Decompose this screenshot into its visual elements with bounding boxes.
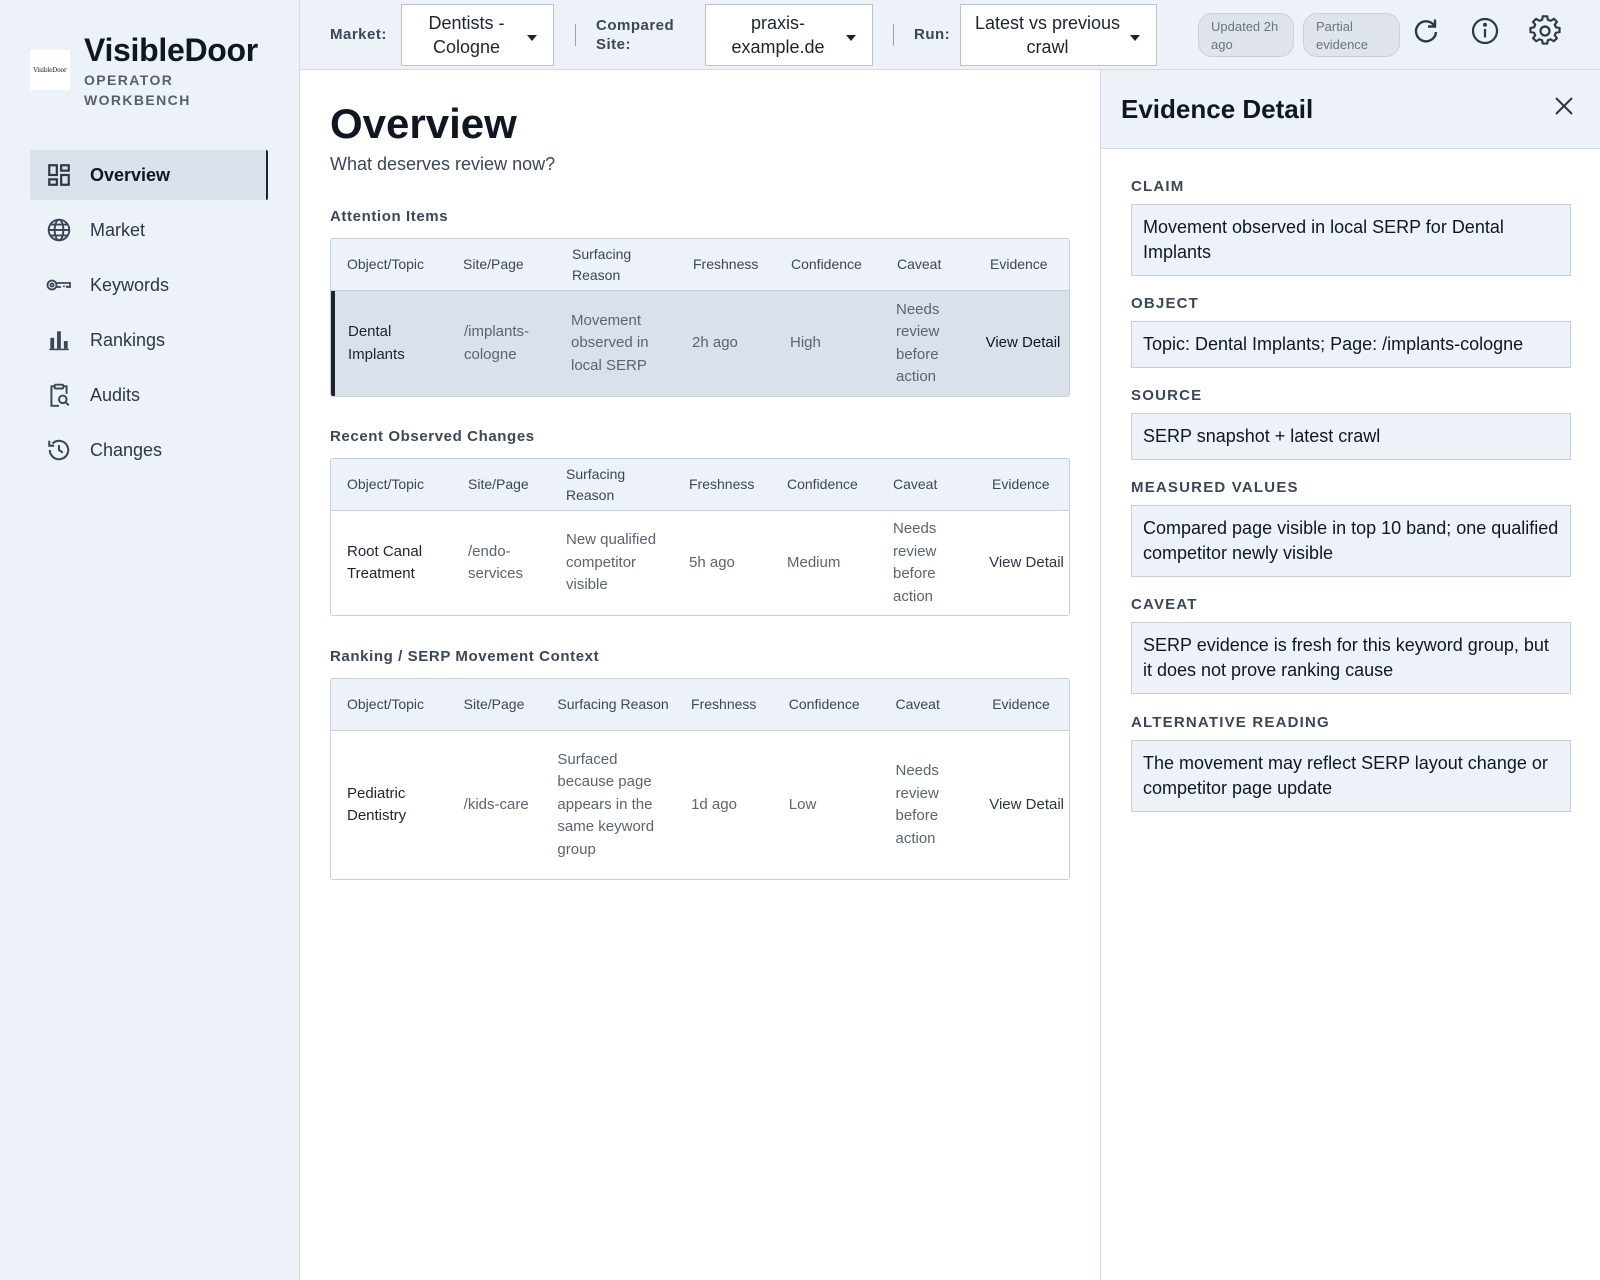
run-select-value: Latest vs previous crawl (974, 13, 1121, 57)
chevron-down-icon (1130, 35, 1140, 41)
sidebar-item-label: Rankings (90, 329, 166, 350)
sidebar-item-label: Changes (90, 439, 163, 460)
column-header: Site/Page (463, 256, 524, 272)
cell-object: Dental Implants (348, 323, 405, 363)
column-header: Freshness (689, 476, 755, 492)
compared-site-label: Compared Site: (596, 17, 675, 53)
table-header (331, 239, 1069, 291)
caveat-field: SERP evidence is fresh for this keyword group, but it does not prove ranking cause (1131, 622, 1571, 694)
sidebar-item-label: Audits (90, 384, 141, 405)
column-header: Surfacing Reason (566, 465, 626, 503)
column-header: Surfacing Reason (557, 696, 669, 712)
cell-caveat: Needs review before action (895, 762, 939, 847)
history-icon (46, 437, 72, 463)
run-select[interactable] (960, 4, 1157, 66)
source-label: SOURCE (1131, 387, 1203, 404)
measured-values-label: MEASURED VALUES (1131, 479, 1299, 496)
claim-field: Movement observed in local SERP for Dental Implants (1131, 204, 1571, 276)
table-row[interactable] (331, 291, 1069, 396)
market-label: Market: (330, 26, 387, 43)
sidebar-item-label: Keywords (90, 274, 170, 295)
recent-changes-table (330, 458, 1070, 616)
column-header: Site/Page (463, 696, 525, 712)
cell-freshness: 5h ago (689, 553, 735, 571)
view-detail-link[interactable]: View Detail (985, 334, 1061, 352)
key-icon (46, 272, 72, 298)
cell-page: /endo-services (468, 542, 524, 582)
sidebar-item-rankings[interactable] (30, 315, 268, 365)
table-row[interactable] (331, 731, 1069, 879)
attention-items-table (330, 238, 1070, 397)
gear-icon[interactable] (1529, 15, 1561, 47)
column-header: Evidence (992, 696, 1050, 712)
app-name: VisibleDoor (84, 32, 258, 68)
section-title: Attention Items (330, 208, 449, 225)
table-header (331, 459, 1069, 511)
section-title: Recent Observed Changes (330, 428, 535, 445)
section-title: Ranking / SERP Movement Context (330, 648, 600, 665)
clipboard-search-icon (46, 382, 72, 408)
cell-page: /implants-cologne (464, 323, 530, 363)
panel-title: Evidence Detail (1121, 94, 1314, 124)
object-field: Topic: Dental Implants; Page: /implants-cologne (1131, 321, 1571, 368)
evidence-detail-panel (1100, 70, 1600, 1280)
cell-reason: Surfaced because page appears in the same keyword group (557, 750, 655, 858)
sidebar-item-label: Overview (90, 164, 171, 185)
sidebar-item-label: Market (90, 219, 146, 240)
partial-evidence-badge: Partial evidence (1303, 13, 1400, 57)
run-label: Run: (914, 26, 951, 43)
table-header (331, 679, 1069, 731)
refresh-icon[interactable] (1410, 15, 1442, 47)
alternative-reading-field: The movement may reflect SERP layout change or competitor page update (1131, 740, 1571, 812)
column-header: Site/Page (468, 476, 529, 492)
view-detail-link[interactable]: View Detail (989, 553, 1064, 571)
globe-icon (46, 217, 72, 243)
column-header: Surfacing Reason (572, 245, 632, 283)
page-title: Overview (330, 100, 517, 147)
alternative-reading-label: ALTERNATIVE READING (1131, 714, 1330, 731)
divider (575, 24, 576, 46)
source-field: SERP snapshot + latest crawl (1131, 413, 1571, 460)
column-header: Freshness (691, 696, 757, 712)
logo-text: VisibleDoor (33, 66, 67, 74)
cell-confidence: Low (788, 795, 817, 813)
sidebar-item-audits[interactable] (30, 370, 268, 420)
app-subtitle: OPERATOR WORKBENCH (84, 72, 191, 108)
column-header: Caveat (895, 696, 940, 712)
claim-label: CLAIM (1131, 178, 1185, 195)
table-row[interactable] (331, 511, 1069, 615)
sidebar (0, 0, 300, 1280)
column-header: Caveat (893, 476, 938, 492)
updated-badge: Updated 2h ago (1198, 13, 1294, 57)
column-header: Confidence (791, 256, 862, 272)
main-content (300, 70, 1100, 1280)
cell-caveat: Needs review before action (896, 300, 940, 385)
column-header: Evidence (990, 256, 1048, 272)
cell-freshness: 2h ago (692, 334, 738, 352)
sidebar-item-market[interactable] (30, 205, 268, 255)
chevron-down-icon (527, 35, 537, 41)
column-header: Confidence (787, 476, 858, 492)
column-header: Object/Topic (347, 256, 425, 272)
cell-confidence: Medium (787, 553, 841, 571)
cell-page: /kids-care (463, 795, 529, 813)
cell-freshness: 1d ago (691, 795, 737, 813)
info-icon[interactable] (1469, 15, 1501, 47)
sidebar-nav (30, 150, 268, 480)
measured-values-field: Compared page visible in top 10 band; one qualified competitor newly visible (1131, 505, 1571, 577)
market-select-value: Dentists - Cologne (428, 13, 505, 57)
logo (30, 50, 70, 90)
cell-reason: Movement observed in local SERP (571, 311, 649, 374)
column-header: Object/Topic (347, 696, 425, 712)
serp-context-table (330, 678, 1070, 880)
cell-caveat: Needs review before action (893, 520, 937, 605)
close-icon[interactable] (1552, 94, 1576, 118)
sidebar-item-overview[interactable] (30, 150, 268, 200)
compared-site-value: praxis-example.de (731, 13, 825, 57)
divider (893, 24, 894, 46)
panel-header (1101, 70, 1600, 149)
market-select[interactable] (401, 4, 554, 66)
dashboard-icon (46, 162, 72, 188)
brand (30, 32, 258, 110)
column-header: Caveat (897, 256, 942, 272)
chevron-down-icon (846, 35, 856, 41)
compared-site-select[interactable] (705, 4, 873, 66)
caveat-label: CAVEAT (1131, 596, 1198, 613)
column-header: Evidence (992, 476, 1050, 492)
cell-confidence: High (790, 334, 821, 352)
top-bar (300, 0, 1600, 70)
page-subtitle: What deserves review now? (330, 154, 556, 174)
cell-reason: New qualified competitor visible (566, 531, 657, 594)
view-detail-link[interactable]: View Detail (989, 795, 1064, 813)
object-label: OBJECT (1131, 295, 1200, 312)
column-header: Object/Topic (347, 476, 425, 492)
bar-chart-icon (46, 327, 72, 353)
column-header: Freshness (693, 256, 759, 272)
cell-object: Root Canal Treatment (347, 542, 423, 582)
column-header: Confidence (788, 696, 860, 712)
sidebar-item-keywords[interactable] (30, 260, 268, 310)
cell-object: Pediatric Dentistry (347, 784, 407, 824)
sidebar-item-changes[interactable] (30, 425, 268, 475)
